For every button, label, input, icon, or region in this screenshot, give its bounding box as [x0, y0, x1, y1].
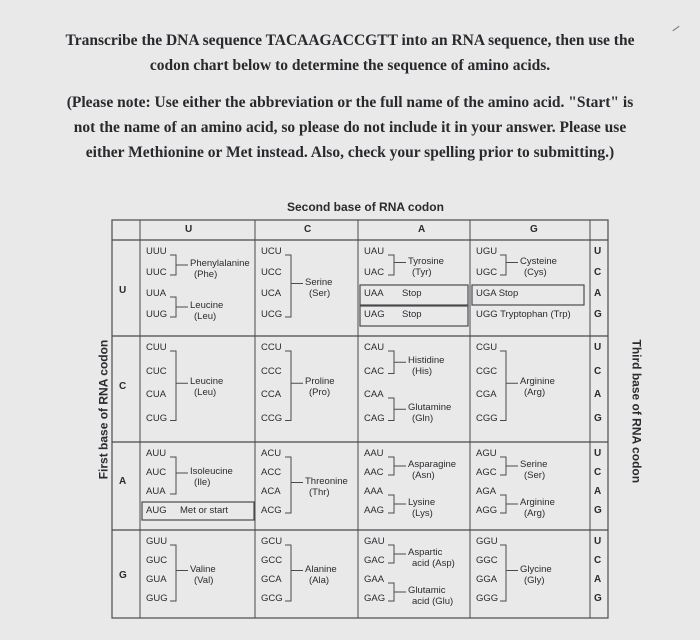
amino-acid-abbr: (Cys)	[524, 266, 547, 278]
question-line-2: codon chart below to determine the sequence of amino acids.	[149, 57, 551, 74]
codon-label: CAA	[364, 389, 384, 400]
codon-label: UCU	[261, 246, 282, 257]
third-base-letter: A	[594, 486, 602, 497]
first-base-0: U	[119, 285, 127, 296]
second-base-title: Second base of RNA codon	[287, 200, 444, 214]
codon-label: CUC	[146, 365, 167, 377]
codon-label: GAU	[364, 536, 385, 547]
codon-label: UUU	[146, 246, 167, 257]
third-base-letter: G	[594, 505, 602, 516]
bracket	[170, 351, 176, 421]
codon-label: CAU	[364, 342, 385, 353]
amino-acid-name: Threonine	[305, 475, 348, 487]
amino-acid-name: Phenylalanine	[190, 258, 250, 269]
codon-label: GGU	[476, 536, 498, 547]
amino-acid-abbr: (Ala)	[309, 574, 330, 586]
third-base-letter: G	[594, 593, 602, 604]
codon-label: GUU	[146, 536, 168, 547]
codon-label: CGA	[476, 389, 497, 400]
codon-label: CAG	[364, 412, 385, 424]
third-base-letter: G	[594, 412, 602, 424]
third-base-letter: G	[594, 309, 602, 320]
amino-acid-name: Alanine	[305, 563, 337, 575]
bracket	[285, 255, 291, 317]
codon-label: GGG	[476, 593, 499, 604]
codon-label: UCC	[261, 267, 282, 278]
amino-acid-name: Glycine	[520, 563, 552, 575]
codon-label: CUG	[146, 412, 168, 424]
codon-label: UAG	[364, 309, 385, 320]
codon-label: UGU	[476, 246, 498, 257]
start-codon-label: AUG	[146, 505, 167, 516]
codon-label: CGG	[476, 412, 498, 424]
first-base-1: C	[119, 381, 127, 392]
bracket	[388, 545, 394, 563]
amino-acid-name: Tyrosine	[408, 255, 444, 267]
codon-label: GCC	[261, 555, 283, 566]
amino-acid-name: Arginine	[520, 497, 555, 508]
stop-label: UGA Stop	[476, 288, 519, 299]
third-base-letter: U	[594, 342, 602, 353]
codon-label: GCU	[261, 536, 283, 547]
bracket	[285, 351, 291, 421]
codon-label: CGC	[476, 365, 498, 377]
codon-label: GCA	[261, 574, 282, 585]
amino-acid-name: Glutamic	[408, 585, 446, 596]
third-base-letter: A	[594, 389, 602, 400]
amino-acid-abbr: (Ile)	[194, 477, 211, 488]
question-line-1: Transcribe the DNA sequence TACAAGACCGTT into an RNA sequence, then use the	[65, 32, 635, 49]
codon-label: CUU	[146, 342, 167, 353]
amino-acid-abbr: (Leu)	[194, 311, 217, 322]
third-base-letter: U	[594, 448, 602, 459]
codon-label: UCG	[261, 309, 283, 320]
codon-label: CUA	[146, 389, 167, 400]
codon-label: AUC	[146, 467, 167, 478]
codon-label: ACA	[261, 486, 281, 497]
codon-label: UAU	[364, 246, 385, 257]
codon-label: GAC	[364, 555, 385, 566]
bracket	[500, 351, 506, 421]
bracket	[388, 351, 394, 374]
amino-acid-name: Serine	[305, 276, 333, 288]
amino-acid-abbr: (His)	[412, 366, 433, 378]
third-base-letter: C	[594, 467, 602, 478]
amino-acid-abbr: acid (Glu)	[412, 596, 454, 607]
codon-label: GGA	[476, 574, 498, 585]
stop-label: Stop	[402, 288, 422, 299]
amino-acid-abbr: (Tyr)	[412, 266, 432, 278]
bracket	[388, 583, 394, 601]
third-base-letter: C	[594, 365, 602, 377]
codon-label: GUG	[146, 593, 168, 604]
codon-label: UGC	[476, 267, 498, 278]
codon-label: UCA	[261, 288, 282, 299]
codon-label: ACU	[261, 448, 282, 459]
amino-acid-abbr: (Gly)	[524, 574, 545, 586]
amino-acid-name: Arginine	[520, 376, 555, 388]
amino-acid-name: Histidine	[408, 355, 445, 367]
codon-label: GGC	[476, 555, 498, 566]
codon-label: UUC	[146, 267, 167, 278]
second-base-0: U	[185, 224, 193, 235]
amino-acid-name: Lysine	[408, 497, 436, 508]
codon-label: AAC	[364, 467, 384, 478]
amino-acid-abbr: (Val)	[194, 574, 214, 586]
amino-acid-abbr: (Ser)	[524, 470, 546, 481]
codon-label: ACC	[261, 467, 282, 478]
codon-label: AAG	[364, 505, 385, 516]
codon-label: AUA	[146, 486, 166, 497]
codon-label: ACG	[261, 505, 282, 516]
codon-label: AUU	[146, 448, 167, 459]
bracket	[170, 545, 176, 601]
amino-acid-abbr: (Pro)	[309, 387, 331, 399]
chart-frame	[112, 220, 608, 618]
codon-label: UAC	[364, 267, 385, 278]
codon-label: AGU	[476, 448, 497, 459]
codon-label: CGU	[476, 342, 498, 353]
codon-label: CCG	[261, 412, 283, 424]
codon-label: GAG	[364, 593, 386, 604]
amino-acid-abbr: (Asn)	[412, 470, 435, 481]
third-base-letter: U	[594, 246, 602, 257]
amino-acid-name: Asparagine	[408, 459, 457, 470]
amino-acid-name: Isoleucine	[190, 466, 233, 477]
bracket	[388, 457, 394, 475]
bracket	[285, 545, 291, 601]
second-base-2: A	[418, 224, 426, 235]
amino-acid-name: Leucine	[190, 300, 224, 311]
start-label: Met or start	[180, 505, 229, 516]
third-base-letter: A	[594, 574, 602, 585]
bracket	[500, 457, 506, 475]
first-base-3: G	[119, 570, 127, 581]
codon-label: AGC	[476, 467, 497, 478]
second-base-1: C	[304, 224, 312, 235]
codon-label: UUG	[146, 309, 168, 320]
tryptophan-label: UGG Tryptophan (Trp)	[476, 309, 571, 320]
stop-label: Stop	[402, 309, 422, 320]
amino-acid-abbr: (Lys)	[412, 508, 433, 519]
bracket	[500, 255, 506, 275]
amino-acid-name: Glutamine	[408, 402, 452, 414]
bracket	[388, 398, 394, 421]
amino-acid-name: Aspartic	[408, 547, 443, 558]
third-base-letter: U	[594, 536, 602, 547]
codon-label: GUC	[146, 555, 168, 566]
amino-acid-abbr: (Arg)	[524, 387, 546, 399]
bracket	[500, 545, 506, 601]
codon-label: AAU	[364, 448, 384, 459]
amino-acid-name: Serine	[520, 459, 548, 470]
codon-label: UAA	[364, 288, 384, 299]
codon-label: AAA	[364, 486, 384, 497]
bracket	[388, 255, 394, 275]
codon-label: AGA	[476, 486, 497, 497]
amino-acid-abbr: (Ser)	[309, 287, 331, 299]
note-line-2: not the name of an amino acid, so please do not include it in your answer. Please use	[73, 119, 627, 136]
codon-label: GUA	[146, 574, 167, 585]
second-base-3: G	[530, 224, 538, 235]
codon-label: CCU	[261, 342, 282, 353]
amino-acid-name: Proline	[305, 376, 335, 388]
codon-label: UUA	[146, 288, 167, 299]
amino-acid-name: Leucine	[190, 376, 224, 388]
amino-acid-abbr: (Arg)	[524, 508, 546, 519]
bracket	[170, 255, 176, 275]
note-line-3: either Methionine or Met instead. Also, check your spelling prior to submitting.)	[85, 144, 615, 161]
third-base-letter: A	[594, 288, 602, 299]
amino-acid-abbr: acid (Asp)	[412, 558, 455, 569]
note-line-1: (Please note: Use either the abbreviation or the full name of the amino acid. "Start" is	[66, 94, 634, 111]
amino-acid-abbr: (Phe)	[194, 269, 218, 280]
amino-acid-abbr: (Thr)	[309, 486, 330, 498]
bracket	[170, 457, 176, 494]
codon-label: AGG	[476, 505, 498, 516]
bracket	[500, 495, 506, 513]
third-base-letter: C	[594, 267, 602, 278]
codon-label: GAA	[364, 574, 385, 585]
amino-acid-abbr: (Leu)	[194, 387, 217, 399]
codon-label: GCG	[261, 593, 283, 604]
bracket	[170, 297, 176, 317]
amino-acid-abbr: (Gln)	[412, 413, 434, 425]
amino-acid-name: Valine	[190, 563, 216, 575]
third-base-letter: C	[594, 555, 602, 566]
third-base-title: Third base of RNA codon	[629, 339, 644, 484]
codon-label: CCA	[261, 389, 282, 400]
amino-acid-name: Cysteine	[520, 255, 557, 267]
bracket	[285, 457, 291, 513]
bracket	[388, 495, 394, 513]
codon-label: CAC	[364, 365, 385, 377]
first-base-2: A	[119, 476, 127, 487]
codon-label: CCC	[261, 365, 282, 377]
first-base-title: First base of RNA codon	[96, 339, 111, 480]
